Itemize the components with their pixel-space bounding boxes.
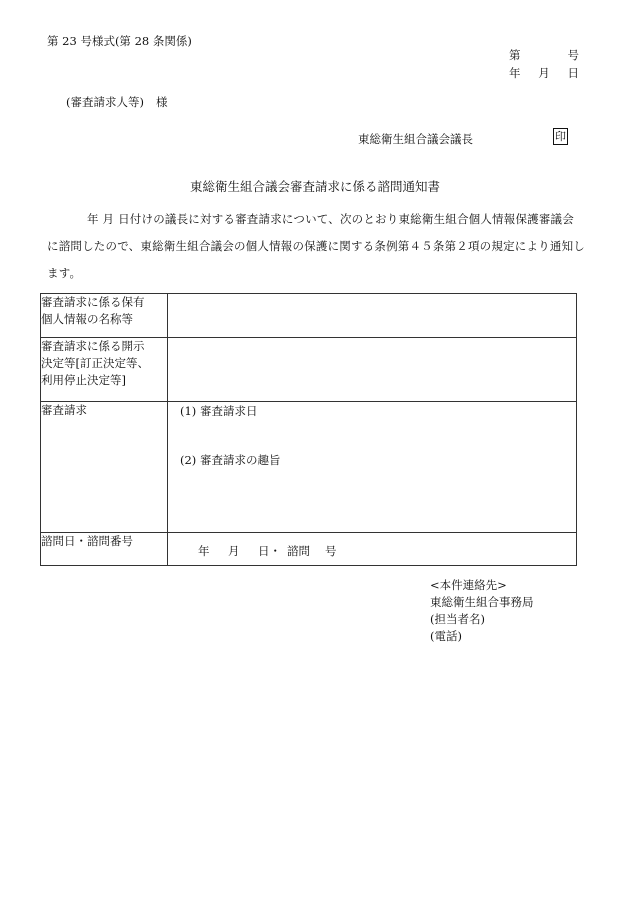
table-row (41, 338, 577, 402)
table-row (41, 402, 577, 533)
label-review-request: 審査請求 (41, 402, 168, 533)
form-number: 第 23 号様式(第 28 条関係) (47, 34, 192, 48)
label-disclosure-decision (41, 338, 168, 402)
date-year: 年 (509, 66, 521, 80)
contact-person: (担当者名) (430, 612, 485, 626)
consult-month: 月 (228, 544, 240, 558)
addressee-honorific: 様 (155, 95, 168, 109)
label-line: 利用停止決定等] (41, 373, 126, 387)
value-disclosure-decision[interactable] (168, 338, 577, 402)
contact-block (430, 577, 534, 645)
label-line: 決定等[訂正決定等、 (41, 356, 149, 370)
date-month: 月 (538, 66, 550, 80)
date-day: 日 (567, 66, 579, 80)
label-consultation: 諮問日・諮問番号 (41, 533, 168, 566)
contact-office: 東総衛生組合事務局 (430, 595, 534, 609)
consult-label: 諮問 (287, 544, 310, 558)
addressee (66, 94, 167, 110)
consult-year: 年 (198, 544, 210, 558)
value-personal-info-name[interactable] (168, 294, 577, 338)
doc-number-suffix: 号 (567, 48, 579, 62)
value-review-request[interactable] (168, 402, 577, 533)
contact-phone: (電話) (430, 629, 462, 643)
review-request-purpose-item: (2) 審査請求の趣旨 (180, 453, 281, 467)
consult-day: 日・ (258, 544, 281, 558)
body-paragraph: 年 月 日付けの議長に対する審査請求について、次のとおり東総衛生組合個人情報保護審議会に諮問したので、東総衛生組合議会の個人情報の保護に関する条例第４５条第２項の規定により通知します。 (47, 212, 585, 280)
addressee-name: (審査請求人等) (66, 95, 144, 109)
seal-mark: 印 (555, 130, 566, 143)
info-table (40, 293, 577, 566)
review-request-date-item: (1) 審査請求日 (180, 404, 258, 418)
document-number-block (509, 47, 579, 83)
label-line: 審査請求に係る保有 (41, 295, 145, 309)
value-consultation[interactable] (168, 533, 577, 566)
label-line: 個人情報の名称等 (41, 312, 133, 326)
table-row (41, 294, 577, 338)
doc-number-prefix: 第 (509, 48, 521, 62)
label-line: 審査請求に係る開示 (41, 339, 145, 353)
consultation-date-number (198, 543, 606, 559)
sender: 東総衛生組合議会議長 (358, 132, 473, 146)
consult-number: 号 (325, 544, 337, 558)
document-number (509, 47, 579, 65)
document-title: 東総衛生組合議会審査請求に係る諮問通知書 (189, 179, 440, 194)
document-date (509, 65, 579, 83)
table-row (41, 533, 577, 566)
label-personal-info-name (41, 294, 168, 338)
contact-header: <本件連絡先> (430, 578, 507, 592)
